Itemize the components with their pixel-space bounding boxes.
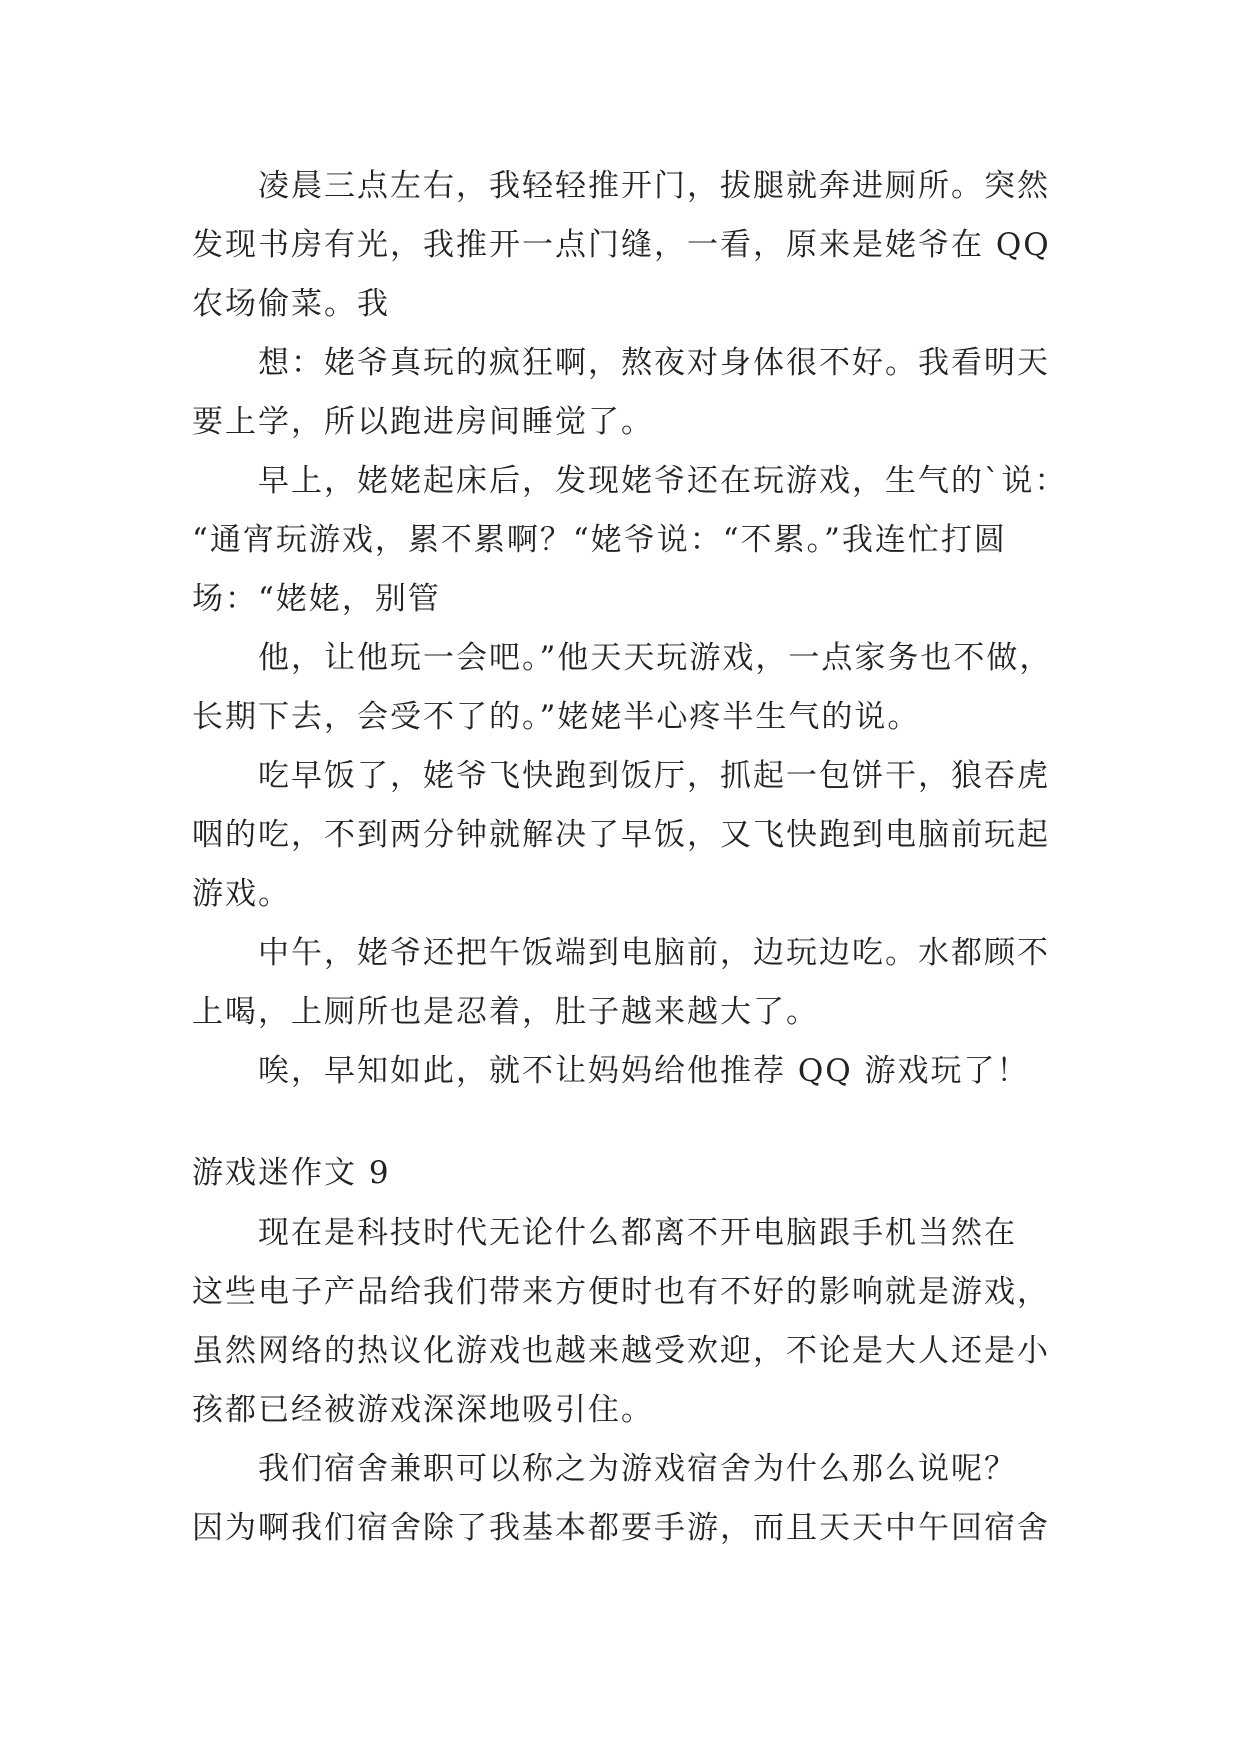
text-line: 游戏。 [192,876,291,912]
text-line: 孩都已经被游戏深深地吸引住。 [192,1392,654,1428]
text-line: 中午，姥爷还把午饭端到电脑前，边玩边吃。水都顾不 [258,935,1050,971]
text-line: 因为啊我们宿舍除了我基本都要手游，而且天天中午回宿舍 [192,1510,1050,1546]
text-line: 吃早饭了，姥爷飞快跑到饭厅，抓起一包饼干，狼吞虎 [258,758,1050,794]
text-line: 场：“姥姥，别管 [192,581,441,617]
text-line: 长期下去，会受不了的。”姥姥半心疼半生气的说。 [192,699,921,735]
text-line: 虽然网络的热议化游戏也越来越受欢迎，不论是大人还是小 [192,1333,1050,1369]
text-line: 他，让他玩一会吧。”他天天玩游戏，一点家务也不做， [258,640,1053,676]
text-line: 要上学，所以跑进房间睡觉了。 [192,404,654,440]
text-line: 凌晨三点左右，我轻轻推开门，拔腿就奔进厕所。突然 [258,168,1050,204]
text-line: 唉，早知如此，就不让妈妈给他推荐 QQ 游戏玩了！ [258,1053,1030,1089]
text-line: 咽的吃，不到两分钟就解决了早饭，又飞快跑到电脑前玩起 [192,817,1050,853]
text-line: 发现书房有光，我推开一点门缝，一看，原来是姥爷在 QQ [192,227,1051,263]
text-line: 想：姥爷真玩的疯狂啊，熬夜对身体很不好。我看明天 [258,345,1050,381]
text-line: 上喝，上厕所也是忍着，肚子越来越大了。 [192,994,819,1030]
text-line: 现在是科技时代无论什么都离不开电脑跟手机当然在 [258,1215,1017,1251]
text-line: “通宵玩游戏，累不累啊？“姥爷说：“不累。”我连忙打圆 [192,522,1007,558]
text-line: 早上，姥姥起床后，发现姥爷还在玩游戏，生气的`说： [258,463,1068,499]
text-line: 我们宿舍兼职可以称之为游戏宿舍为什么那么说呢？ [258,1451,1017,1487]
text-line: 这些电子产品给我们带来方便时也有不好的影响就是游戏， [192,1274,1050,1310]
section-heading: 游戏迷作文 9 [192,1155,391,1191]
text-line: 农场偷菜。我 [192,286,390,322]
